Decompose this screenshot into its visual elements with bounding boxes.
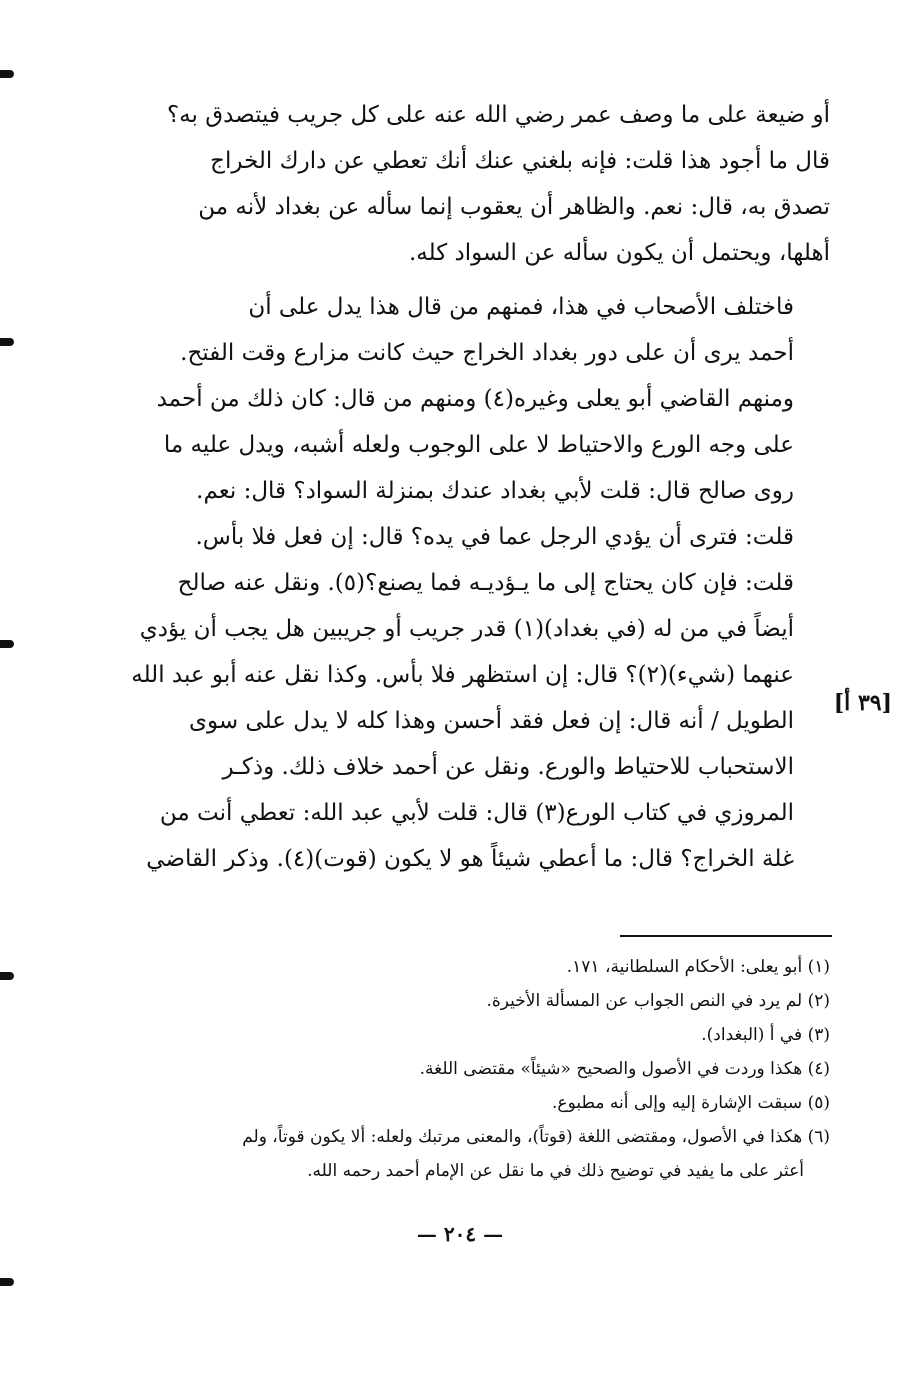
footnote: (٣) في أ (البغداد). bbox=[701, 1025, 830, 1045]
scan-edge-mark bbox=[0, 1278, 14, 1286]
text-line: روى صالح قال: قلت لأبي بغداد عندك بمنزلة السواد؟ قال: نعم. bbox=[196, 478, 794, 504]
footnote: (٤) هكذا وردت في الأصول والصحيح «شيئاً» مقتضى اللغة. bbox=[419, 1059, 830, 1079]
text-line: غلة الخراج؟ قال: ما أعطي شيئاً هو لا يكون (قوت)(٤). وذكر القاضي bbox=[146, 846, 794, 872]
manuscript-folio-marker: [٣٩ أ] bbox=[833, 690, 892, 716]
footnote: (٥) سبقت الإشارة إليه وإلى أنه مطبوع. bbox=[552, 1093, 830, 1113]
text-line: قلت: فإن كان يحتاج إلى ما يـؤديـه فما يصنع؟(٥). ونقل عنه صالح bbox=[177, 570, 794, 596]
footnote: (٦) هكذا في الأصول، ومقتضى اللغة (قوتاً)، والمعنى مرتبك ولعله: ألا يكون قوتاً، ولم bbox=[242, 1127, 830, 1147]
footnotes bbox=[130, 950, 830, 1188]
footnote-continuation: أعثر على ما يفيد في توضيح ذلك في ما نقل عن الإمام أحمد رحمه الله. bbox=[307, 1161, 804, 1181]
text-line: تصدق به، قال: نعم. والظاهر أن يعقوب إنما سأله عن بغداد لأنه من bbox=[198, 194, 830, 220]
text-line: قلت: فترى أن يؤدي الرجل عما في يده؟ قال: إن فعل فلا بأس. bbox=[195, 524, 794, 550]
text-line: أو ضيعة على ما وصف عمر رضي الله عنه على كل جريب فيتصدق به؟ bbox=[166, 102, 830, 128]
text-line: أهلها، ويحتمل أن يكون سأله عن السواد كله. bbox=[409, 240, 830, 266]
paragraph-1 bbox=[130, 92, 830, 276]
scan-edge-mark bbox=[0, 70, 14, 78]
text-line: أحمد يرى أن على دور بغداد الخراج حيث كانت مزارع وقت الفتح. bbox=[180, 340, 794, 366]
text-line: الطويل / أنه قال: إن فعل فقد أحسن وهذا كله لا يدل على سوى bbox=[188, 708, 794, 734]
text-line: عنهما (شيء)(٢)؟ قال: إن استظهر فلا بأس. وكذا نقل عنه أبو عبد الله bbox=[131, 662, 794, 688]
text-line: المروزي في كتاب الورع(٣) قال: قلت لأبي عبد الله: تعطي أنت من bbox=[159, 800, 794, 826]
text-line: على وجه الورع والاحتياط لا على الوجوب ولعله أشبه، ويدل عليه ما bbox=[163, 432, 794, 458]
page-number: — ٢٠٤ — bbox=[416, 1222, 504, 1246]
paragraph-2 bbox=[130, 284, 830, 882]
scan-edge-mark bbox=[0, 338, 14, 346]
footnote: (٢) لم يرد في النص الجواب عن المسألة الأخيرة. bbox=[486, 991, 830, 1011]
footnote-divider bbox=[620, 935, 832, 937]
scan-edge-mark bbox=[0, 640, 14, 648]
text-line: فاختلف الأصحاب في هذا، فمنهم من قال هذا يدل على أن bbox=[248, 294, 794, 320]
main-text bbox=[130, 92, 830, 882]
text-line: الاستحباب للاحتياط والورع. ونقل عن أحمد خلاف ذلك. وذكـر bbox=[222, 754, 794, 780]
scan-edge-mark bbox=[0, 972, 14, 980]
text-line: أيضاً في من له (في بغداد)(١) قدر جريب أو جريبين هل يجب أن يؤدي bbox=[139, 616, 794, 642]
text-line: ومنهم القاضي أبو يعلى وغيره(٤) ومنهم من قال: كان ذلك من أحمد bbox=[156, 386, 794, 412]
text-line: قال ما أجود هذا قلت: فإنه بلغني عنك أنك تعطي عن دارك الخراج bbox=[210, 148, 830, 174]
footnote: (١) أبو يعلى: الأحكام السلطانية، ١٧١. bbox=[566, 957, 830, 977]
